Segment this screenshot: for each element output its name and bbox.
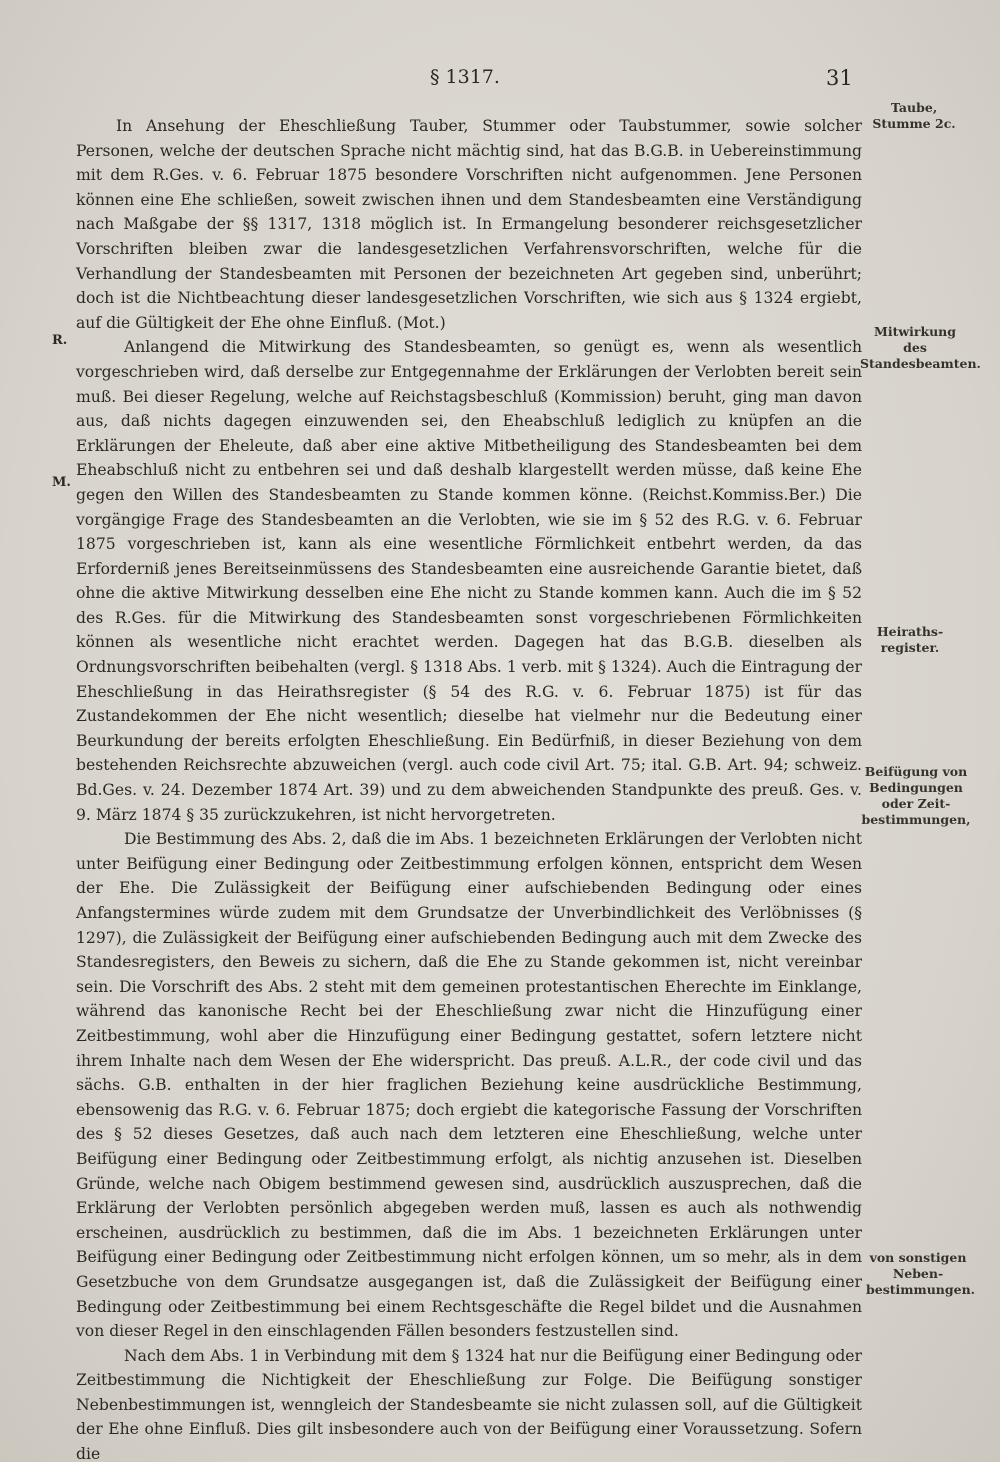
left-mark-m: M.	[52, 475, 71, 490]
paragraph-nebenbestimmungen: Nach dem Abs. 1 in Verbindung mit dem § 1324 hat nur die Beifügung einer Bedingung oder Zeitbestimmung die Nichtigkeit der Eheschließung zur Folge. Die Beifügung sonstiger Nebenbestimmungen ist, wenngleich der Standesbeamte sie nicht zulassen soll, auf die Gültigkeit der Ehe ohne Einfluß. Dies gilt insbesondere auch von der Beifügung einer Voraussetzung. Sofern die	[76, 1346, 862, 1462]
left-mark-r: R.	[52, 333, 68, 348]
paragraph-mitwirkung: Anlangend die Mitwirkung des Standesbeamten, so genügt es, wenn als wesentlich vorgeschrieben wird, daß derselbe zur Entgegennahme der Erklärungen der Verlobten bereit sein muß. Bei dieser Regelung, welche auf Reichstagsbeschluß (Kommission) beruht, ging man davon aus, daß nichts dagegen einzuwenden sei, den Eheabschluß lediglich zu knüpfen an die Erklärungen der Eheleute, daß aber eine aktive Mitbetheiligung des Standesbeamten bei dem Eheabschluß nicht zu entbehren sei und daß deshalb klargestellt werden müsse, daß keine Ehe gegen den Willen des Standesbeamten zu Stande kommen könne. (Reichst.Kommiss.Ber.) Die vorgängige Frage des Standesbeamten an die Verlobten, wie sie im § 52 des R.G. v. 6. Februar 1875 vorgeschrieben ist, kann als eine wesentliche Förmlichkeit entbehrt werden, da das Erforderniß jenes Bereitseinmüssens des Standesbeamten eine ausreichende Garantie bietet, daß ohne die aktive Mitwirkung desselben eine Ehe nicht zu Stande kommen kann. Auch die im § 52 des R.Ges. für die Mitwirkung des Standesbeamten sonst vorgeschriebenen Förmlichkeiten können als wesentliche nicht erachtet werden. Dagegen hat das B.G.B. dieselben als Ordnungsvorschriften beibehalten (vergl. § 1318 Abs. 1 verb. mit § 1324). Auch die Eintragung der Eheschließung in das Heirathsregister (§ 54 des R.G. v. 6. Februar 1875) ist für das Zustandekommen der Ehe nicht wesentlich; dieselbe hat vielmehr nur die Bedeutung einer Beurkundung der bereits erfolgten Eheschließung. Ein Bedürfniß, in dieser Beziehung von dem bestehenden Reichsrechte abzuweichen (vergl. auch code civil Art. 75; ital. G.B. Art. 94; schweiz. Bd.Ges. v. 24. Dezember 1874 Art. 39) und zu dem abweichenden Standpunkte des preuß. Ges. v. 9. März 1874 § 35 zurückzukehren, ist nicht hervorgetreten.	[76, 338, 862, 824]
margin-note-beifuegung: Beifügung von Bedingungen oder Zeit-bestimmungen,	[861, 764, 971, 827]
margin-note-taube: Taube, Stumme 2c.	[872, 100, 956, 131]
paragraph-bestimmung: Die Bestimmung des Abs. 2, daß die im Abs. 1 bezeichneten Erklärungen der Verlobten nicht unter Beifügung einer Bedingung oder Zeitbestimmung erfolgen können, entspricht dem Wesen der Ehe. Die Zulässigkeit der Beifügung einer aufschiebenden Bedingung oder eines Anfangstermines würde zudem mit dem Grundsatze der Unverbindlichkeit des Verlöbnisses (§ 1297), die Zulässigkeit der Beifügung einer aufschiebenden Bedingung auch mit dem Zwecke des Standesregisters, den Beweis zu sichern, daß die Ehe zu Stande gekommen ist, nicht vereinbar sein. Die Vorschrift des Abs. 2 steht mit dem gemeinen protestantischen Eherechte im Einklange, während das kanonische Recht bei der Eheschließung zwar nicht die Hinzufügung einer Zeitbestimmung, wohl aber die Hinzufügung einer Bedingung gestattet, sofern letztere nicht ihrem Inhalte nach dem Wesen der Ehe widerspricht. Das preuß. A.L.R., der code civil und das sächs. G.B. enthalten in der hier fraglichen Beziehung keine ausdrückliche Bestimmung, ebensowenig das R.G. v. 6. Februar 1875; doch ergiebt die kategorische Fassung der Vorschriften des § 52 dieses Gesetzes, daß auch nach dem letzteren eine Eheschließung, welche unter Beifügung einer Bedingung oder Zeitbestimmung erfolgt, als nichtig anzusehen ist. Dieselben Gründe, welche nach Obigem bestimmend gewesen sind, ausdrücklich auszusprechen, daß die Erklärung der Verlobten persönlich abgegeben werden muß, lassen es auch als nothwendig erscheinen, ausdrücklich zu bestimmen, daß die im Abs. 1 bezeichneten Erklärungen unter Beifügung einer Bedingung oder Zeitbestimmung nicht erfolgen können, um so mehr, als in dem Gesetzbuche von dem Grundsatze ausgegangen ist, daß die Zulässigkeit der Beifügung einer Bedingung oder Zeitbestimmung bei einem Rechtsgeschäfte die Regel bildet und die Ausnahmen von dieser Regel in den einschlagenden Fällen besonders festzustellen sind.	[76, 830, 862, 1341]
body-text	[76, 114, 862, 1462]
margin-note-heirathsregister: Heiraths-register.	[876, 624, 944, 655]
section-header: § 1317.	[430, 66, 500, 88]
margin-note-mitwirkung: Mitwirkung des Standesbeamten.	[860, 324, 981, 371]
margin-note-nebenbestimmungen: von sonstigen Neben-bestimmungen.	[866, 1250, 976, 1297]
page-number: 31	[826, 66, 853, 90]
paragraph-taube: In Ansehung der Eheschließung Tauber, Stummer oder Taubstummer, sowie solcher Personen, welche der deutschen Sprache nicht mächtig sind, hat das B.G.B. in Uebereinstimmung mit dem R.Ges. v. 6. Februar 1875 besondere Vorschriften nicht aufgenommen. Jene Personen können eine Ehe schließen, soweit zwischen ihnen und dem Standesbeamten eine Verständigung nach Maßgabe der §§ 1317, 1318 möglich ist. In Ermangelung besonderer reichsgesetzlicher Vorschriften bleiben zwar die landesgesetzlichen Verfahrensvorschriften, welche für die Verhandlung der Standesbeamten mit Personen der bezeichneten Art gegeben sind, unberührt; doch ist die Nichtbeachtung dieser landesgesetzlichen Vorschriften, wie sich aus § 1324 ergiebt, auf die Gültigkeit der Ehe ohne Einfluß. (Mot.)	[76, 117, 862, 332]
